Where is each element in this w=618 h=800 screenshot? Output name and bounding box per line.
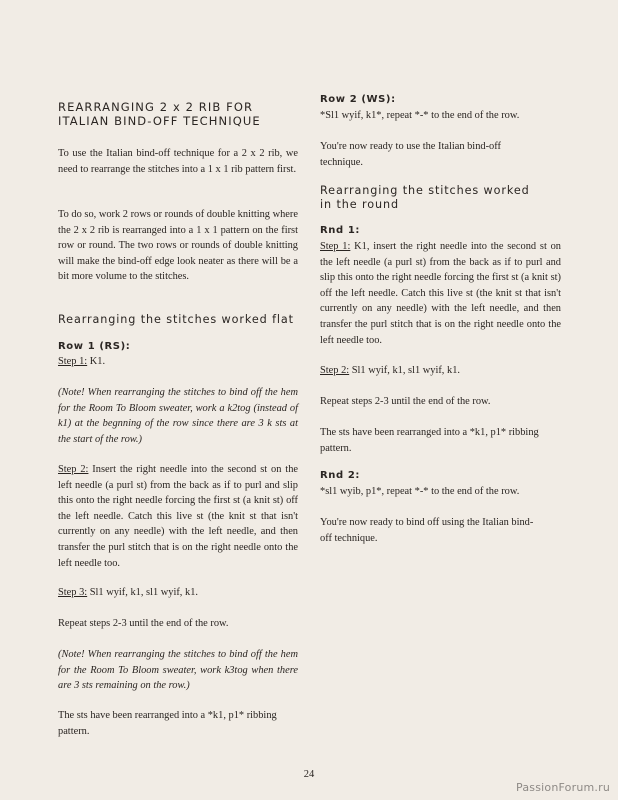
rnd1-step2-line xyxy=(320,363,563,379)
step1-label: Step 1: xyxy=(58,356,88,367)
rnd1-step1-label: Step 1: xyxy=(320,241,351,252)
step3-text: Sl1 wyif, k1, sl1 wyif, k1. xyxy=(87,587,198,598)
step2-text: Insert the right needle into the second st on the left needle (a purl st) from the back as if to purl and slip this onto the right needle forcing the first st (a knit st) off the left needle. Catch this live st (the knit st that isn't currently on any needle) with the left needle, and then transfer the purl stitch that is on the right needle onto the left needle too. xyxy=(58,464,299,569)
flat-subheading: Rearranging the stitches worked flat xyxy=(58,313,294,326)
page-number: 24 xyxy=(303,769,315,780)
rnd1-label: Rnd 1: xyxy=(320,225,361,236)
note-2: (Note! When rearranging the stitches to bind off the hem for the Room To Bloom sweater, work k3tog when there are 3 sts remaining on the row.) xyxy=(58,649,298,692)
rnd2-label: Rnd 2: xyxy=(320,470,361,481)
step2-label: Step 2: xyxy=(58,464,89,475)
rnd1-step2-text: Sl1 wyif, k1, sl1 wyif, k1. xyxy=(349,365,460,376)
step2-paragraph xyxy=(58,462,298,571)
ready-paragraph: You're now ready to use the Italian bind-off technique. xyxy=(320,141,501,168)
rnd1-repeat-line: Repeat steps 2-3 until the end of the row. xyxy=(320,396,491,407)
round-subheading: Rearranging the stitches worked in the round xyxy=(320,184,530,211)
repeat-line: Repeat steps 2-3 until the end of the row. xyxy=(58,618,229,629)
step1-line xyxy=(58,354,298,370)
rnd1-step2-label: Step 2: xyxy=(320,365,350,376)
section-heading: REARRANGING 2 x 2 RIB FOR ITALIAN BIND-OFF TECHNIQUE xyxy=(58,100,261,128)
row1-label: Row 1 (RS): xyxy=(58,341,131,352)
rearranged-paragraph: The sts have been rearranged into a *k1, p1* ribbing pattern. xyxy=(58,710,277,737)
step3-label: Step 3: xyxy=(58,587,88,598)
rnd1-rearranged-paragraph: The sts have been rearranged into a *k1, p1* ribbing pattern. xyxy=(320,427,539,454)
rnd1-step1-paragraph xyxy=(320,239,561,348)
rnd1-step1-text: K1, insert the right needle into the second st on the left needle (a purl st) from the back as if to purl and slip this onto the right needle forcing the first st (a knit st) off the left needle. Catch this live st (the knit st that isn't currently on any needle) with the left needle, and then transfer the purl stitch that is on the right needle onto the left needle too. xyxy=(320,241,561,346)
row2-label: Row 2 (WS): xyxy=(320,94,396,105)
step1-text: K1. xyxy=(87,356,106,367)
final-paragraph: You're now ready to bind off using the Italian bind-off technique. xyxy=(320,517,534,544)
intro-paragraph-1: To use the Italian bind-off technique for a 2 x 2 rib, we need to rearrange the stitches into a 1 x 1 rib pattern first. xyxy=(58,148,298,175)
watermark: PassionForum.ru xyxy=(516,781,610,794)
intro-paragraph-2: To do so, work 2 rows or rounds of double knitting where the 2 x 2 rib is rearranged into a 1 x 1 pattern on the first row or round. The two rows or rounds of double knitting will make the bind-off edge look neater as there will be a bit more volume to the stitches. xyxy=(58,209,298,283)
note-1: (Note! When rearranging the stitches to bind off the hem for the Room To Bloom sweater, work a k2tog (instead of k1) at the begnning of the row since there are 3 k sts at the start of the row.) xyxy=(58,387,298,445)
row2-text: *Sl1 wyif, k1*, repeat *-* to the end of the row. xyxy=(320,110,520,121)
step3-line xyxy=(58,585,298,601)
rnd2-text: *sl1 wyib, p1*, repeat *-* to the end of the row. xyxy=(320,486,520,497)
